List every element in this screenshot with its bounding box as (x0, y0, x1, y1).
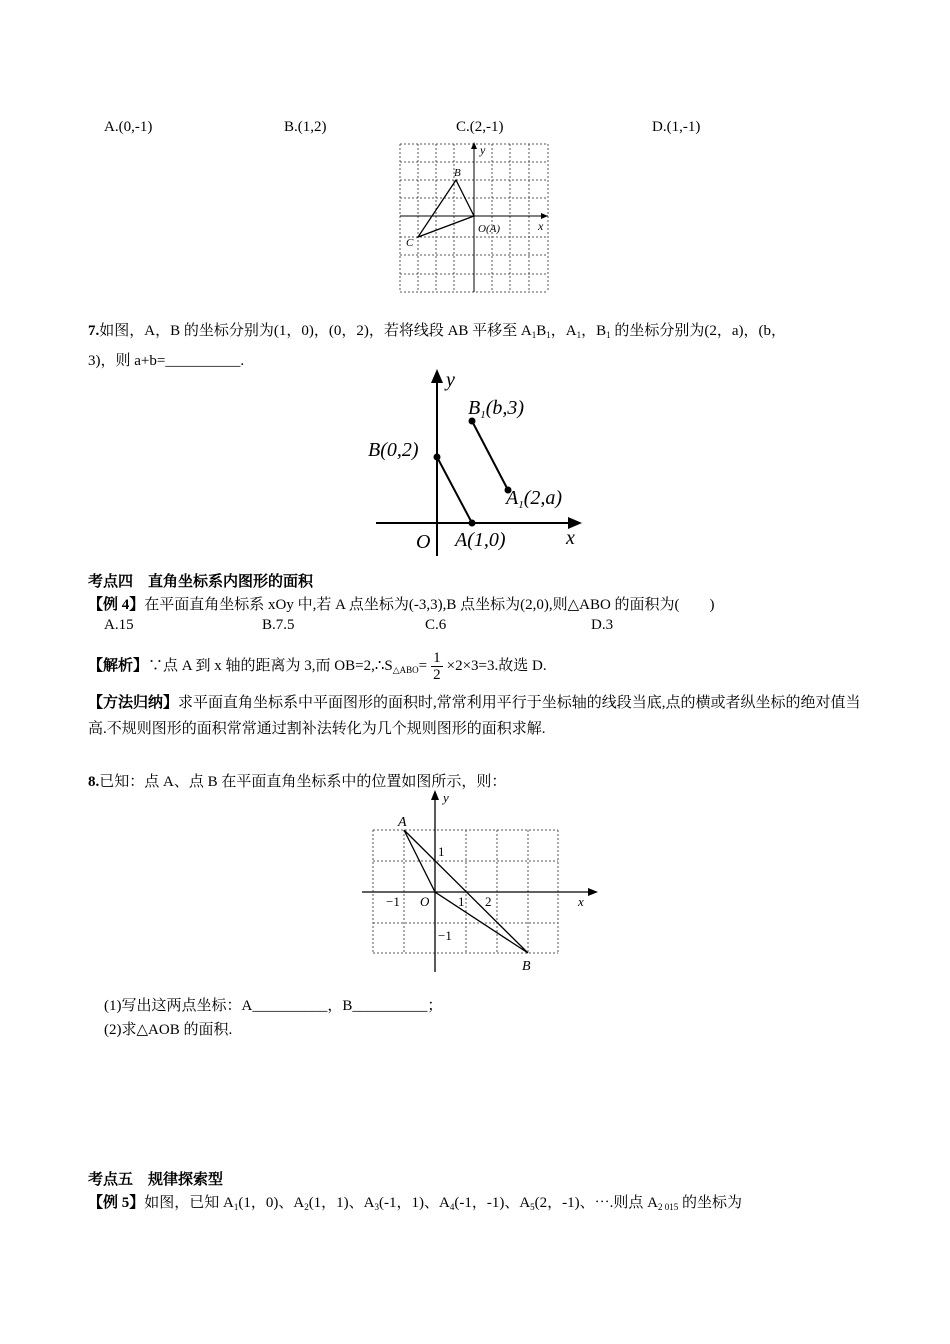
example4-option-d: D.3 (591, 617, 614, 633)
q8-figure (358, 788, 598, 974)
q6-figure (398, 140, 558, 298)
q8-origin: O (420, 894, 430, 909)
q7-x-label: x (566, 527, 575, 549)
q6-option-b: B.(1,2) (284, 119, 327, 135)
q8-tick-y1: 1 (438, 844, 445, 859)
fraction (431, 650, 443, 683)
example5-sub: 4 (449, 1202, 455, 1212)
q8-sub2: (2)求△AOB 的面积. (104, 1022, 233, 1038)
q6-option-d: D.(1,-1) (652, 119, 701, 135)
q7-point-b1: $B_1(b,3)$ (468, 397, 525, 421)
q8-tick-yneg1: −1 (438, 928, 452, 943)
solution-sub: △ABO (392, 665, 419, 675)
q7-line2: 3)，则 a+b=__________. (88, 353, 245, 369)
example4 (88, 593, 715, 614)
q8-point-a: A (398, 815, 407, 830)
q7-point-a1: $A_1(2,a)$ (506, 487, 563, 511)
solution-eq: = (418, 658, 428, 674)
example5-text: (2，-1)、⋯.则点 A (534, 1195, 658, 1211)
q7-line1b: B (536, 323, 547, 339)
example4-text: 在平面直角坐标系 xOy 中,若 A 点坐标为(-3,3),B 点坐标为(2,0),则△ABO 的面积为( ) (144, 597, 715, 613)
method-text: 求平面直角坐标系中平面图形的面积时,常常利用平行于坐标轴的线段当底,点的横或者纵坐标的绝对值当高.不规则图形的面积常常通过割补法转化为几个规则图形的面积求解. (88, 695, 861, 737)
q7-point-a: A(1,0) (455, 529, 506, 551)
section5-title: 考点五 规律探索型 (88, 1172, 224, 1188)
example5-sub: 3 (374, 1202, 380, 1212)
q7-sub: 1 (531, 330, 537, 340)
example5-text: (-1，-1)、A (454, 1195, 531, 1211)
example4-option-a: A.15 (104, 617, 134, 633)
example4-label: 【例 4】 (88, 597, 145, 613)
q8-number: 8. (88, 774, 100, 790)
q6-point-c: C (406, 237, 414, 249)
q7-point-b: B(0,2) (368, 439, 419, 461)
q7-figure (360, 366, 590, 558)
solution-text1: ∵点 A 到 x 轴的距离为 3,而 OB=2,∴S (148, 658, 393, 674)
q7-number: 7. (88, 323, 100, 339)
q6-y-label: y (480, 143, 486, 157)
example5-sub: 5 (530, 1202, 535, 1212)
q7-sub: 1 (546, 330, 551, 340)
example5 (88, 1191, 742, 1212)
example5-text: (1，1)、A (308, 1195, 375, 1211)
method-summary (88, 690, 863, 742)
solution-label: 【解析】 (88, 658, 149, 674)
q6-x-label: x (538, 219, 544, 233)
example5-text: 如图，已知 A (144, 1195, 234, 1211)
q8-tick-x1: 1 (458, 894, 465, 909)
example5-sub: 1 (233, 1202, 239, 1212)
q7-origin: O (416, 531, 431, 553)
q8-point-b: B (522, 959, 531, 974)
example5-sub: 2 (304, 1202, 309, 1212)
q7-line1e: 的坐标分别为(2，a)，(b， (610, 323, 787, 339)
q7-sub: 1 (576, 330, 582, 340)
example4-option-b: B.7.5 (262, 617, 295, 633)
q7-line1: 如图，A，B 的坐标分别为(1，0)，(0，2)，若将线段 AB 平移至 A (99, 323, 532, 339)
q6-option-a: A.(0,-1) (104, 119, 153, 135)
q6-option-c: C.(2,-1) (456, 119, 504, 135)
q8-sub1: (1)写出这两点坐标：A__________，B__________； (104, 998, 443, 1014)
q7-y-label: y (446, 369, 455, 391)
example4-option-c: C.6 (425, 617, 447, 633)
q6-point-b: B (454, 167, 461, 179)
example5-sub: 2 015 (658, 1202, 679, 1212)
q8-statement: 已知：点 A、点 B 在平面直角坐标系中的位置如图所示，则： (99, 774, 507, 790)
fraction-numerator: 1 (433, 650, 441, 667)
q8-x-label: x (578, 894, 584, 909)
q8-tick-x2: 2 (485, 894, 492, 909)
q7-sub: 1 (606, 330, 611, 340)
q6-point-oa: O(A) (478, 223, 500, 235)
q7-line1c: ，A (550, 323, 577, 339)
q7-line1d: ，B (581, 323, 607, 339)
q8-tick-xneg1: −1 (386, 894, 400, 909)
q8-y-label: y (443, 790, 449, 805)
example4-solution (88, 648, 547, 688)
example5-text: (1，0)、A (238, 1195, 305, 1211)
example5-text: 的坐标为 (678, 1195, 743, 1211)
section4-title: 考点四 直角坐标系内图形的面积 (88, 574, 314, 590)
fraction-denominator: 2 (433, 667, 441, 684)
solution-text2: ×2×3=3.故选 D. (446, 658, 547, 674)
example5-label: 【例 5】 (88, 1195, 145, 1211)
method-label: 【方法归纳】 (88, 695, 179, 711)
example5-text: (-1，1)、A (379, 1195, 450, 1211)
